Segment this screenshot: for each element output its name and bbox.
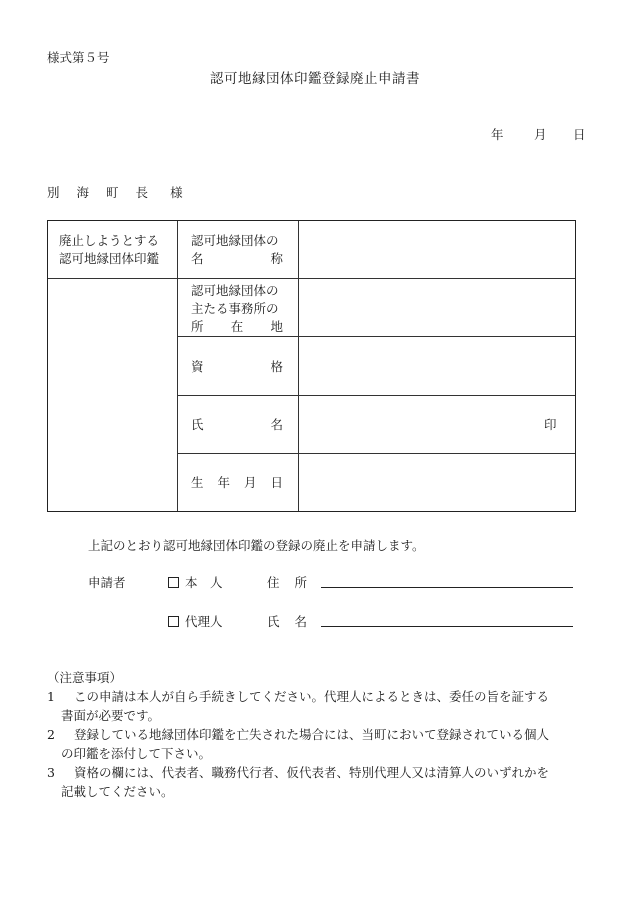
label-char: 在: [230, 319, 244, 334]
label-char: 名: [191, 251, 204, 266]
declaration-text: 上記のとおり認可地縁団体印鑑の登録の廃止を申請します。: [88, 538, 425, 553]
note-number: 2: [47, 727, 55, 742]
label-char: 氏: [191, 417, 204, 432]
self-option-label: 本 人: [185, 575, 223, 590]
office-label-line: 認可地縁団体の: [191, 283, 279, 298]
table-divider: [298, 221, 299, 511]
name-label-line: [191, 416, 283, 434]
date-month-label: 月: [534, 127, 547, 142]
dob-label-line: [191, 474, 283, 492]
seal-label-line: 廃止しようとする: [59, 233, 160, 248]
date-day-label: 日: [573, 127, 586, 142]
note-text: 書面が必要です。: [61, 708, 161, 723]
note-item: [47, 763, 587, 801]
office-label-line: 主たる事務所の: [191, 301, 279, 316]
agent-option-label: 代理人: [185, 614, 223, 629]
self-checkbox[interactable]: [168, 577, 179, 588]
name-label: [191, 416, 283, 434]
label-char: 格: [270, 359, 283, 374]
applicant-self-option[interactable]: [168, 573, 223, 591]
addressee: [47, 183, 200, 201]
applicant-label: 申請者: [88, 575, 126, 590]
form-number: 様式第５号: [47, 50, 110, 65]
table-divider: [177, 395, 575, 396]
label-char: 月: [243, 475, 257, 490]
table-divider: [48, 278, 575, 279]
seal-mark: 印: [544, 417, 557, 432]
label-char: 年: [217, 475, 230, 490]
seal-label-line: 認可地縁団体印鑑: [59, 251, 160, 266]
application-table: [47, 220, 576, 512]
address-underline: [321, 587, 573, 588]
note-item: [47, 725, 587, 763]
note-text: 記載してください。: [61, 784, 174, 799]
office-location-label: [191, 282, 283, 336]
label-char: 日: [270, 475, 283, 490]
label-char: 住: [267, 575, 280, 590]
name-underline: [321, 626, 573, 627]
office-label-line: [191, 318, 283, 336]
label-char: 所: [191, 319, 204, 334]
dob-label: [191, 474, 283, 492]
applicant-agent-option[interactable]: [168, 612, 223, 630]
note-number: 1: [47, 689, 55, 704]
note-text: この申請は本人が自ら手続きしてください。代理人によるときは、委任の旨を証する: [74, 689, 550, 704]
date-year-label: 年: [491, 127, 504, 142]
note-item: [47, 687, 587, 725]
label-char: 名: [270, 417, 283, 432]
label-char: 生: [191, 475, 204, 490]
table-divider: [177, 221, 178, 511]
address-label: [267, 573, 307, 591]
note-text: 資格の欄には、代表者、職務代行者、仮代表者、特別代理人又は清算人のいずれかを: [74, 765, 550, 780]
addressee-honorific: 様: [170, 185, 183, 200]
addressee-char: 町: [106, 185, 119, 200]
org-name-label-line: [191, 250, 283, 268]
note-number: 3: [47, 765, 55, 780]
addressee-char: 長: [135, 185, 149, 200]
org-name-label-line: 認可地縁団体の: [191, 233, 279, 248]
label-char: 氏: [267, 614, 280, 629]
notes-title: （注意事項）: [47, 670, 123, 685]
label-char: 所: [294, 575, 308, 590]
addressee-char: 別: [47, 185, 60, 200]
table-divider: [177, 453, 575, 454]
org-name-label: [191, 232, 283, 268]
qualification-label: [191, 358, 283, 376]
qualification-label-line: [191, 358, 283, 376]
applicant-name-label: [267, 612, 307, 630]
label-char: 資: [191, 359, 204, 374]
note-text: 登録している地縁団体印鑑を亡失された場合には、当町において登録されている個人: [74, 727, 550, 742]
agent-checkbox[interactable]: [168, 616, 179, 627]
label-char: 地: [270, 319, 283, 334]
label-char: 称: [270, 251, 283, 266]
addressee-char: 海: [76, 185, 90, 200]
note-text: の印鑑を添付して下さい。: [61, 746, 212, 761]
form-title: 認可地縁団体印鑑登録廃止申請書: [210, 71, 420, 87]
label-char: 名: [294, 614, 308, 629]
table-divider: [177, 336, 575, 337]
seal-label: [59, 232, 159, 268]
